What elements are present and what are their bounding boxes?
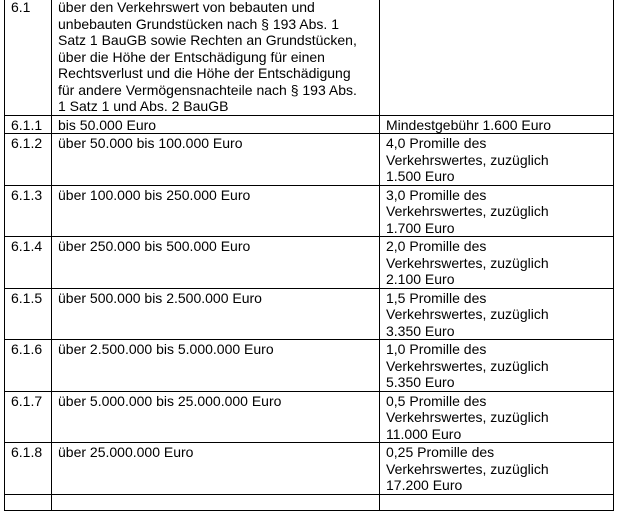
table-row	[5, 340, 614, 392]
row-fee: 1,0 Promille des Verkehrswertes, zuzüglich 5.350 Euro	[380, 340, 614, 392]
row-description: über 25.000.000 Euro	[52, 443, 380, 495]
empty-cell	[380, 494, 614, 510]
row-description: über 500.000 bis 2.500.000 Euro	[52, 288, 380, 340]
fee-table-body	[5, 0, 614, 510]
table-row-cut-off	[5, 494, 614, 510]
row-fee: 3,0 Promille des Verkehrswertes, zuzüglich 1.700 Euro	[380, 185, 614, 237]
row-fee: 0,25 Promille des Verkehrswertes, zuzüglich 17.200 Euro	[380, 443, 614, 495]
row-number: 6.1.8	[5, 443, 52, 495]
row-number: 6.1.5	[5, 288, 52, 340]
empty-cell	[5, 494, 52, 510]
table-row	[5, 443, 614, 495]
row-fee: 4,0 Promille des Verkehrswertes, zuzüglich 1.500 Euro	[380, 134, 614, 186]
row-number: 6.1.1	[5, 115, 52, 134]
row-description: über 2.500.000 bis 5.000.000 Euro	[52, 340, 380, 392]
empty-cell	[52, 494, 380, 510]
row-fee: 0,5 Promille des Verkehrswertes, zuzüglich 11.000 Euro	[380, 391, 614, 443]
table-row	[5, 391, 614, 443]
row-description: über den Verkehrswert von bebauten und unbebauten Grundstücken nach § 193 Abs. 1 Satz 1 BauGB sowie Rechten an Grundstücken, über die Höhe der Entschädigung für einen Rechtsverlust und die Höhe der Entschädigung für andere Vermögensnachteile nach § 193 Abs. 1 Satz 1 und Abs. 2 BauGB	[52, 0, 380, 115]
row-description: bis 50.000 Euro	[52, 115, 380, 134]
fee-table	[4, 0, 614, 511]
row-fee	[380, 0, 614, 115]
row-number: 6.1	[5, 0, 52, 115]
row-number: 6.1.4	[5, 237, 52, 289]
table-row	[5, 0, 614, 115]
row-fee: Mindestgebühr 1.600 Euro	[380, 115, 614, 134]
table-row	[5, 115, 614, 134]
row-number: 6.1.6	[5, 340, 52, 392]
row-description: über 100.000 bis 250.000 Euro	[52, 185, 380, 237]
row-number: 6.1.7	[5, 391, 52, 443]
row-fee: 1,5 Promille des Verkehrswertes, zuzüglich 3.350 Euro	[380, 288, 614, 340]
row-description: über 250.000 bis 500.000 Euro	[52, 237, 380, 289]
row-description: über 50.000 bis 100.000 Euro	[52, 134, 380, 186]
row-description: über 5.000.000 bis 25.000.000 Euro	[52, 391, 380, 443]
table-row	[5, 134, 614, 186]
row-fee: 2,0 Promille des Verkehrswertes, zuzüglich 2.100 Euro	[380, 237, 614, 289]
row-number: 6.1.2	[5, 134, 52, 186]
table-row	[5, 185, 614, 237]
table-row	[5, 237, 614, 289]
table-row	[5, 288, 614, 340]
row-number: 6.1.3	[5, 185, 52, 237]
